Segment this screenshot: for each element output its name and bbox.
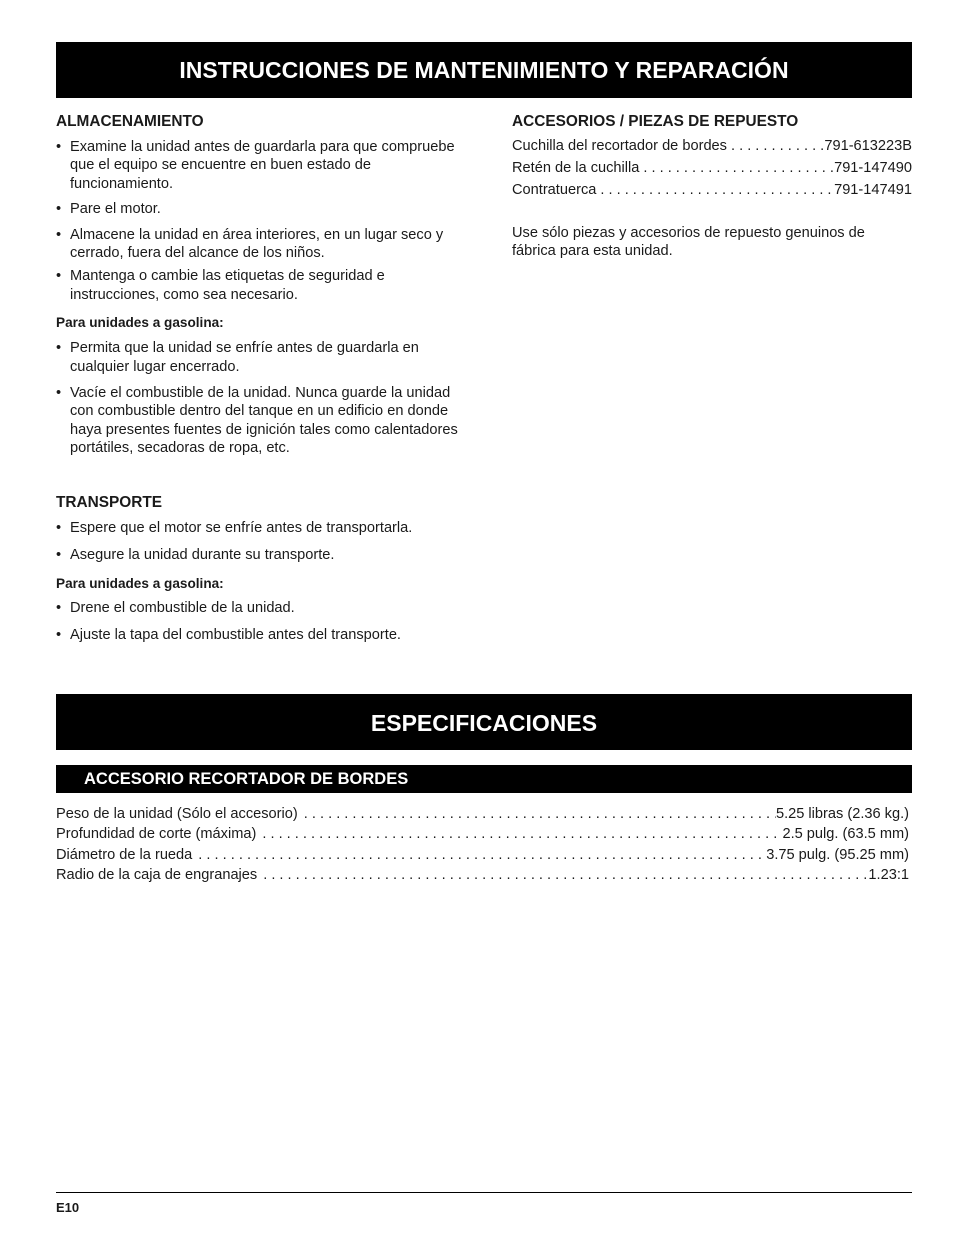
leader-dots xyxy=(639,157,834,179)
transport-heading: TRANSPORTE xyxy=(56,493,163,511)
part-row xyxy=(512,179,912,201)
specs-table xyxy=(56,804,909,885)
transport-list xyxy=(56,519,466,565)
leader-dots xyxy=(727,135,824,157)
storage-heading: ALMACENAMIENTO xyxy=(56,113,204,130)
specs-title: ESPECIFICACIONES xyxy=(370,710,598,736)
accessories-heading: ACCESORIOS / PIEZAS DE REPUESTO xyxy=(512,113,799,130)
spec-row xyxy=(56,824,909,844)
spec-label: Diámetro de la rueda xyxy=(56,846,193,863)
spec-value: 3.75 pulg. (95.25 mm) xyxy=(766,846,909,863)
part-row xyxy=(512,135,912,157)
spec-row xyxy=(56,845,909,865)
part-label: Retén de la cuchilla xyxy=(512,160,640,176)
part-number: 791-613223B xyxy=(824,138,912,154)
list-item: • Vacíe el combustible de la unidad. Nunca guarde la unidad con combustible dentro del tanque en un edificio en donde haya presentes fuentes de ignición tales como calentadores portátiles, secadoras de ropa, etc. xyxy=(56,385,458,457)
storage-gas-list xyxy=(56,339,466,457)
list-item: • Permita que la unidad se enfríe antes de guardarla en cualquier lugar encerrado. xyxy=(56,340,419,375)
storage-list xyxy=(56,138,466,304)
specs-banner xyxy=(56,694,912,750)
list-item: • Espere que el motor se enfríe antes de transportarla. xyxy=(56,519,413,536)
part-label: Contratuerca xyxy=(512,182,597,198)
transport-gas-list xyxy=(56,599,466,645)
right-column xyxy=(512,113,912,261)
parts-list xyxy=(512,135,912,201)
list-item: • Pare el motor. xyxy=(56,201,161,218)
storage-gas-heading: Para unidades a gasolina: xyxy=(56,315,224,331)
spec-value: 1.23:1 xyxy=(868,866,909,883)
spec-row xyxy=(56,804,909,824)
page-number: E10 xyxy=(56,1200,80,1215)
maintenance-banner xyxy=(56,42,912,98)
list-item: • Mantenga o cambie las etiquetas de seguridad e instrucciones, como sea necesario. xyxy=(56,268,385,303)
list-item: • Examine la unidad antes de guardarla para que compruebe que el equipo se encuentre en buen estado de funcionamiento. xyxy=(56,139,455,192)
leader-dots xyxy=(257,865,868,885)
part-number: 791-147490 xyxy=(834,160,912,176)
spec-label: Radio de la caja de engranajes xyxy=(56,866,258,883)
leader-dots xyxy=(192,845,766,865)
list-item: • Drene el combustible de la unidad. xyxy=(56,599,295,616)
leader-dots xyxy=(298,804,776,824)
transport-gas-heading: Para unidades a gasolina: xyxy=(56,575,224,591)
list-item: • Ajuste la tapa del combustible antes del transporte. xyxy=(56,626,401,643)
spec-value: 5.25 libras (2.36 kg.) xyxy=(775,806,909,822)
spec-label: Profundidad de corte (máxima) xyxy=(56,826,257,843)
specs-subheading: ACCESORIO RECORTADOR DE BORDES xyxy=(84,770,409,788)
spec-label: Peso de la unidad (Sólo el accesorio) xyxy=(56,806,298,822)
spec-row xyxy=(56,865,909,885)
accessories-note: Use sólo piezas y accesorios de repuesto genuinos de fábrica para esta unidad. xyxy=(512,225,865,260)
left-column xyxy=(56,113,466,644)
spec-value: 2.5 pulg. (63.5 mm) xyxy=(782,826,909,843)
part-row xyxy=(512,157,912,179)
footer-rule xyxy=(56,1192,912,1193)
leader-dots xyxy=(596,179,834,201)
leader-dots xyxy=(256,824,782,844)
list-item: • Almacene la unidad en área interiores, en un lugar seco y cerrado, fuera del alcance de los niños. xyxy=(56,226,444,262)
part-label: Cuchilla del recortador de bordes xyxy=(512,138,727,154)
list-item: • Asegure la unidad durante su transporte. xyxy=(56,547,335,564)
part-number: 791-147491 xyxy=(834,182,912,198)
maintenance-title: INSTRUCCIONES DE MANTENIMIENTO Y REPARACIÓN xyxy=(179,57,789,83)
specs-subheading-bar xyxy=(56,765,912,793)
